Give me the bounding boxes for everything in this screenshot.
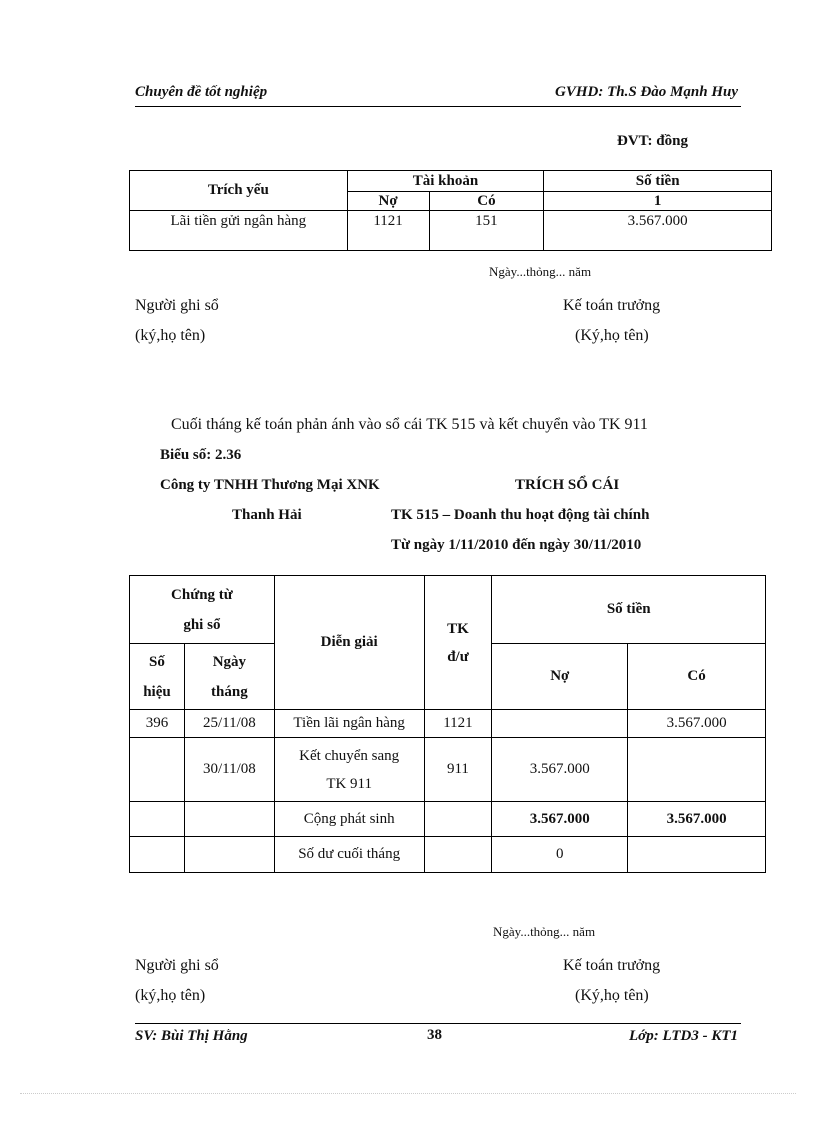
intro-text: Cuối tháng kế toán phản ánh vào sổ cái TK 515 và kết chuyển vào TK 911: [171, 416, 648, 433]
col-tk-line1: TK: [447, 620, 469, 637]
ledger-title: TRÍCH SỔ CÁI: [515, 477, 620, 493]
cell-no: 0: [492, 837, 628, 873]
col-so-tien2: Số tiền: [492, 576, 766, 644]
table-row: [130, 837, 766, 873]
cell-dien-giai: Cộng phát sinh: [274, 802, 424, 837]
cell-so-hieu: [130, 738, 185, 802]
row-no: 1121: [347, 211, 429, 251]
cell-ngay: [184, 802, 274, 837]
cell-ngay: 30/11/08: [184, 738, 274, 802]
col-no: Nợ: [347, 192, 429, 211]
header-rule: [135, 106, 741, 107]
col-ngay-thang: [184, 644, 274, 710]
col-so-tien: Số tiền: [544, 171, 772, 192]
cell-tk: [424, 802, 492, 837]
sign2-date: Ngày...thỏng... năm: [493, 924, 596, 939]
sign1-date: Ngày...thỏng... năm: [489, 264, 592, 279]
footer-left: SV: Bùi Thị Hằng: [135, 1028, 248, 1044]
table-row: [130, 738, 766, 802]
cell-dien-giai: Tiền lãi ngân hàng: [274, 710, 424, 738]
cell-co: [628, 837, 766, 873]
col-no2: Nợ: [492, 644, 628, 710]
sign2-right-sub: (Ký,họ tên): [575, 987, 649, 1004]
col-tk-line2: đ/ư: [447, 648, 469, 665]
col-trich-yeu: Trích yếu: [130, 171, 348, 211]
cell-tk: 1121: [424, 710, 492, 738]
cell-no: [492, 710, 628, 738]
col-so-hieu-line2: hiệu: [143, 683, 171, 700]
footer-rule: [135, 1023, 741, 1024]
company-line2: Thanh Hải: [232, 507, 302, 523]
cell-so-hieu: 396: [130, 710, 185, 738]
ledger-table: [129, 575, 766, 873]
sign1-right-title: Kế toán trưởng: [563, 297, 661, 314]
cell-no: 3.567.000: [492, 738, 628, 802]
col-chung-tu-line1: Chứng từ: [171, 586, 233, 603]
header-left: Chuyên đề tốt nghiệp: [135, 84, 268, 100]
col-ngay-line1: Ngày: [212, 653, 247, 670]
journal-table: [129, 170, 772, 251]
header-right: GVHD: Th.S Đào Mạnh Huy: [555, 84, 738, 100]
col-dien-giai: Diễn giải: [274, 576, 424, 710]
cell-so-hieu: [130, 802, 185, 837]
col-co2: Có: [628, 644, 766, 710]
cell-tk: [424, 837, 492, 873]
table-row: [130, 710, 766, 738]
col-chung-tu: [130, 576, 275, 644]
sign2-left-title: Người ghi sổ: [135, 957, 219, 974]
unit-label: ĐVT: đồng: [617, 133, 688, 149]
company-line1: Công ty TNHH Thương Mại XNK: [160, 477, 380, 493]
cell-dien-giai-line2: TK 911: [326, 775, 373, 792]
cell-dien-giai: Số dư cuối tháng: [274, 837, 424, 873]
ledger-period: Từ ngày 1/11/2010 đến ngày 30/11/2010: [391, 537, 642, 553]
bieu-so: Biểu số: 2.36: [160, 447, 242, 463]
cell-dien-giai-line1: Kết chuyển sang: [299, 747, 400, 764]
sign1-left-title: Người ghi sổ: [135, 297, 219, 314]
page-number: 38: [427, 1027, 442, 1043]
row-co: 151: [429, 211, 544, 251]
sign1-right-sub: (Ký,họ tên): [575, 327, 649, 344]
cell-co: [628, 738, 766, 802]
cell-co: 3.567.000: [628, 802, 766, 837]
sign2-left-sub: (ký,họ tên): [135, 987, 206, 1004]
sign1-left-sub: (ký,họ tên): [135, 327, 206, 344]
sign2-right-title: Kế toán trưởng: [563, 957, 661, 974]
col-1: 1: [544, 192, 772, 211]
col-so-hieu: [130, 644, 185, 710]
col-co: Có: [429, 192, 544, 211]
row-amount: 3.567.000: [544, 211, 772, 251]
col-so-hieu-line1: Số: [149, 653, 165, 670]
cell-no: 3.567.000: [492, 802, 628, 837]
cell-so-hieu: [130, 837, 185, 873]
cell-ngay: [184, 837, 274, 873]
footer-right: Lớp: LTD3 - KT1: [628, 1028, 738, 1044]
table-row: [130, 802, 766, 837]
row-desc: Lãi tiền gửi ngân hàng: [130, 211, 348, 251]
col-tk: [424, 576, 492, 710]
page-edge-line: [20, 1093, 796, 1094]
col-chung-tu-line2: ghi sổ: [183, 616, 221, 633]
cell-dien-giai: [274, 738, 424, 802]
col-ngay-line2: tháng: [211, 683, 248, 700]
cell-ngay: 25/11/08: [184, 710, 274, 738]
cell-tk: 911: [424, 738, 492, 802]
ledger-account: TK 515 – Doanh thu hoạt động tài chính: [391, 507, 650, 523]
cell-co: 3.567.000: [628, 710, 766, 738]
col-tai-khoan: Tài khoản: [347, 171, 544, 192]
